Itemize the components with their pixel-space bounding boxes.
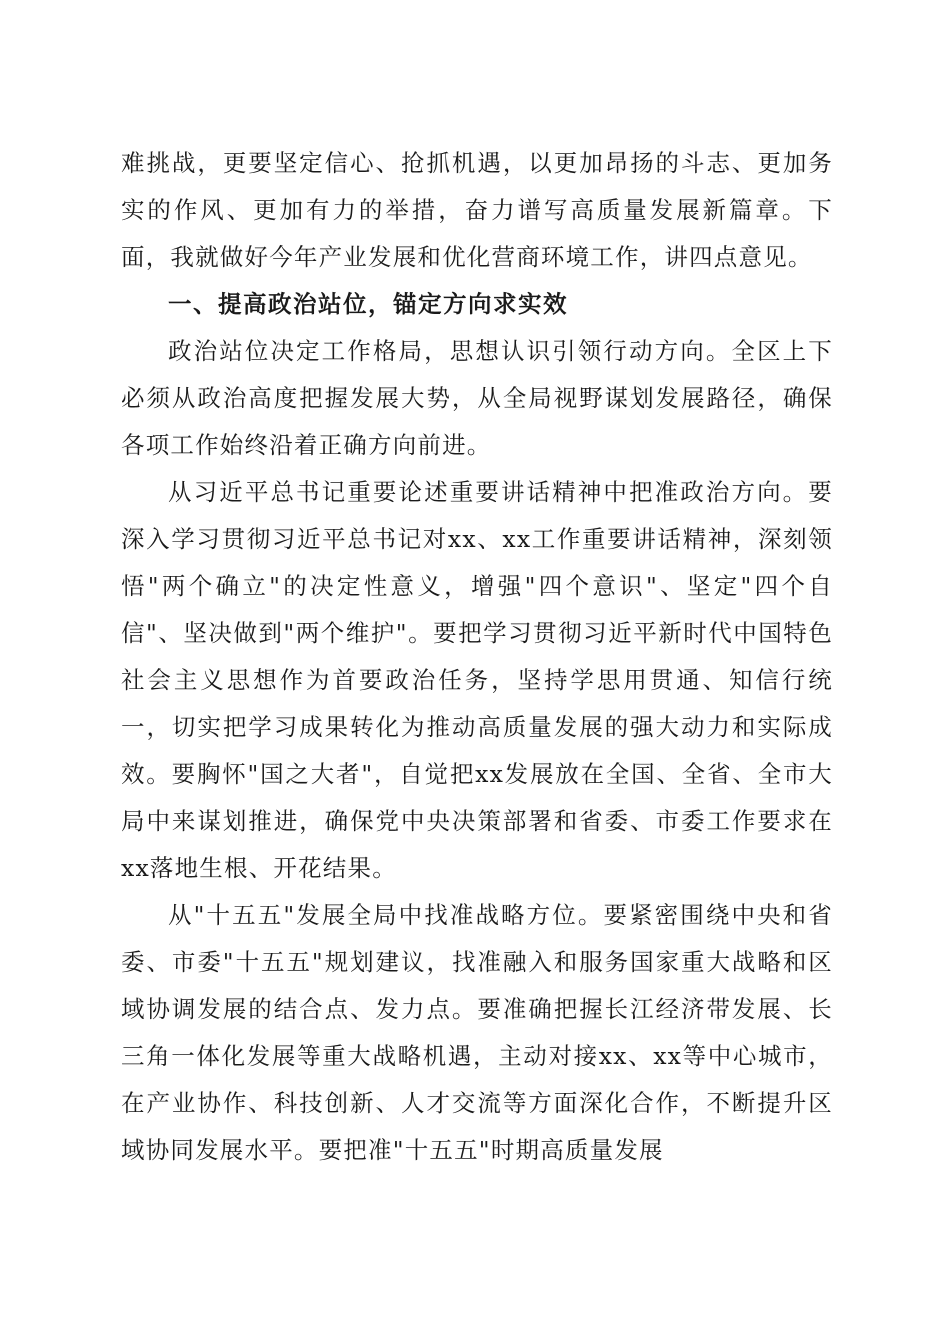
section-heading-1: 一、提高政治站位，锚定方向求实效 (168, 290, 568, 318)
paragraph-continuation: 难挑战，更要坚定信心、抢抓机遇，以更加昂扬的斗志、更加务实的作风、更加有力的举措，奋力谱写高质量发展新篇章。下面，我就做好今年产业发展和优化营商环境工作，讲四点意见。 (121, 149, 833, 271)
document-body (121, 140, 833, 1174)
paragraph-political-stance: 政治站位决定工作格局，思想认识引领行动方向。全区上下必须从政治高度把握发展大势，从全局视野谋划发展路径，确保各项工作始终沿着正确方向前进。 (121, 337, 833, 459)
paragraph-strategic-position: 从"十五五"发展全局中找准战略方位。要紧密围绕中央和省委、市委"十五五"规划建议，找准融入和服务国家重大战略和区域协调发展的结合点、发力点。要准确把握长江经济带发展、长三角一体化发展等重大战略机遇，主动对接xx、xx等中心城市，在产业协作、科技创新、人才交流等方面深化合作，不断提升区域协同发展水平。要把准"十五五"时期高质量发展 (121, 901, 833, 1164)
paragraph-political-direction: 从习近平总书记重要论述重要讲话精神中把准政治方向。要深入学习贯彻习近平总书记对xx、xx工作重要讲话精神，深刻领悟"两个确立"的决定性意义，增强"四个意识"、坚定"四个自信"、坚决做到"两个维护"。要把学习贯彻习近平新时代中国特色社会主义思想作为首要政治任务，坚持学思用贯通、知信行统一，切实把学习成果转化为推动高质量发展的强大动力和实际成效。要胸怀"国之大者"，自觉把xx发展放在全国、全省、全市大局中来谋划推进，确保党中央决策部署和省委、市委工作要求在xx落地生根、开花结果。 (121, 478, 833, 882)
